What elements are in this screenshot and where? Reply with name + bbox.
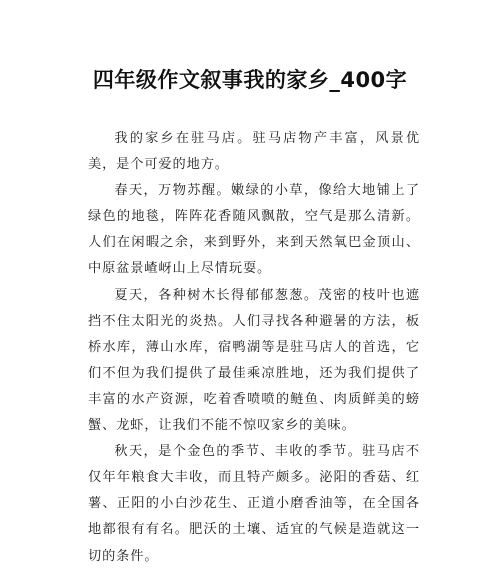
paragraph-intro: 我的家乡在驻马店。驻马店物产丰富，风景优美，是个可爱的地方。 [88, 131, 420, 173]
document-title: 四年级作文叙事我的家乡_400字 [92, 68, 408, 92]
paragraph-autumn: 秋天，是个金色的季节、丰收的季节。驻马店不仅年年粮食大丰收，而且特产颇多。泌阳的香菇、红薯、正阳的小白沙花生、正道小磨香油等，在全国各地都很有有名。肥沃的土壤、适宜的气候是造就这一切的条件。 [88, 444, 420, 564]
paragraph-summer: 夏天，各种树木长得郁郁葱葱。茂密的枝叶也遮挡不住太阳光的炎热。人们寻找各种避暑的方法，板桥水库，薄山水库，宿鸭湖等是驻马店人的首选，它们不但为我们提供了最佳乘凉胜地，还为我们提供了丰富的水产资源，吃着香喷喷的鲢鱼、肉质鲜美的螃蟹、龙虾，让我们不能不惊叹家乡的美味。 [88, 287, 420, 434]
paragraph-spring: 春天，万物苏醒。嫩绿的小草，像给大地铺上了绿色的地毯，阵阵花香随风飘散，空气是那么清新。人们在闲暇之余，来到野外，来到天然氧巴金顶山、中原盆景嵖岈山上尽情玩耍。 [88, 183, 420, 277]
essay-body [88, 126, 420, 570]
